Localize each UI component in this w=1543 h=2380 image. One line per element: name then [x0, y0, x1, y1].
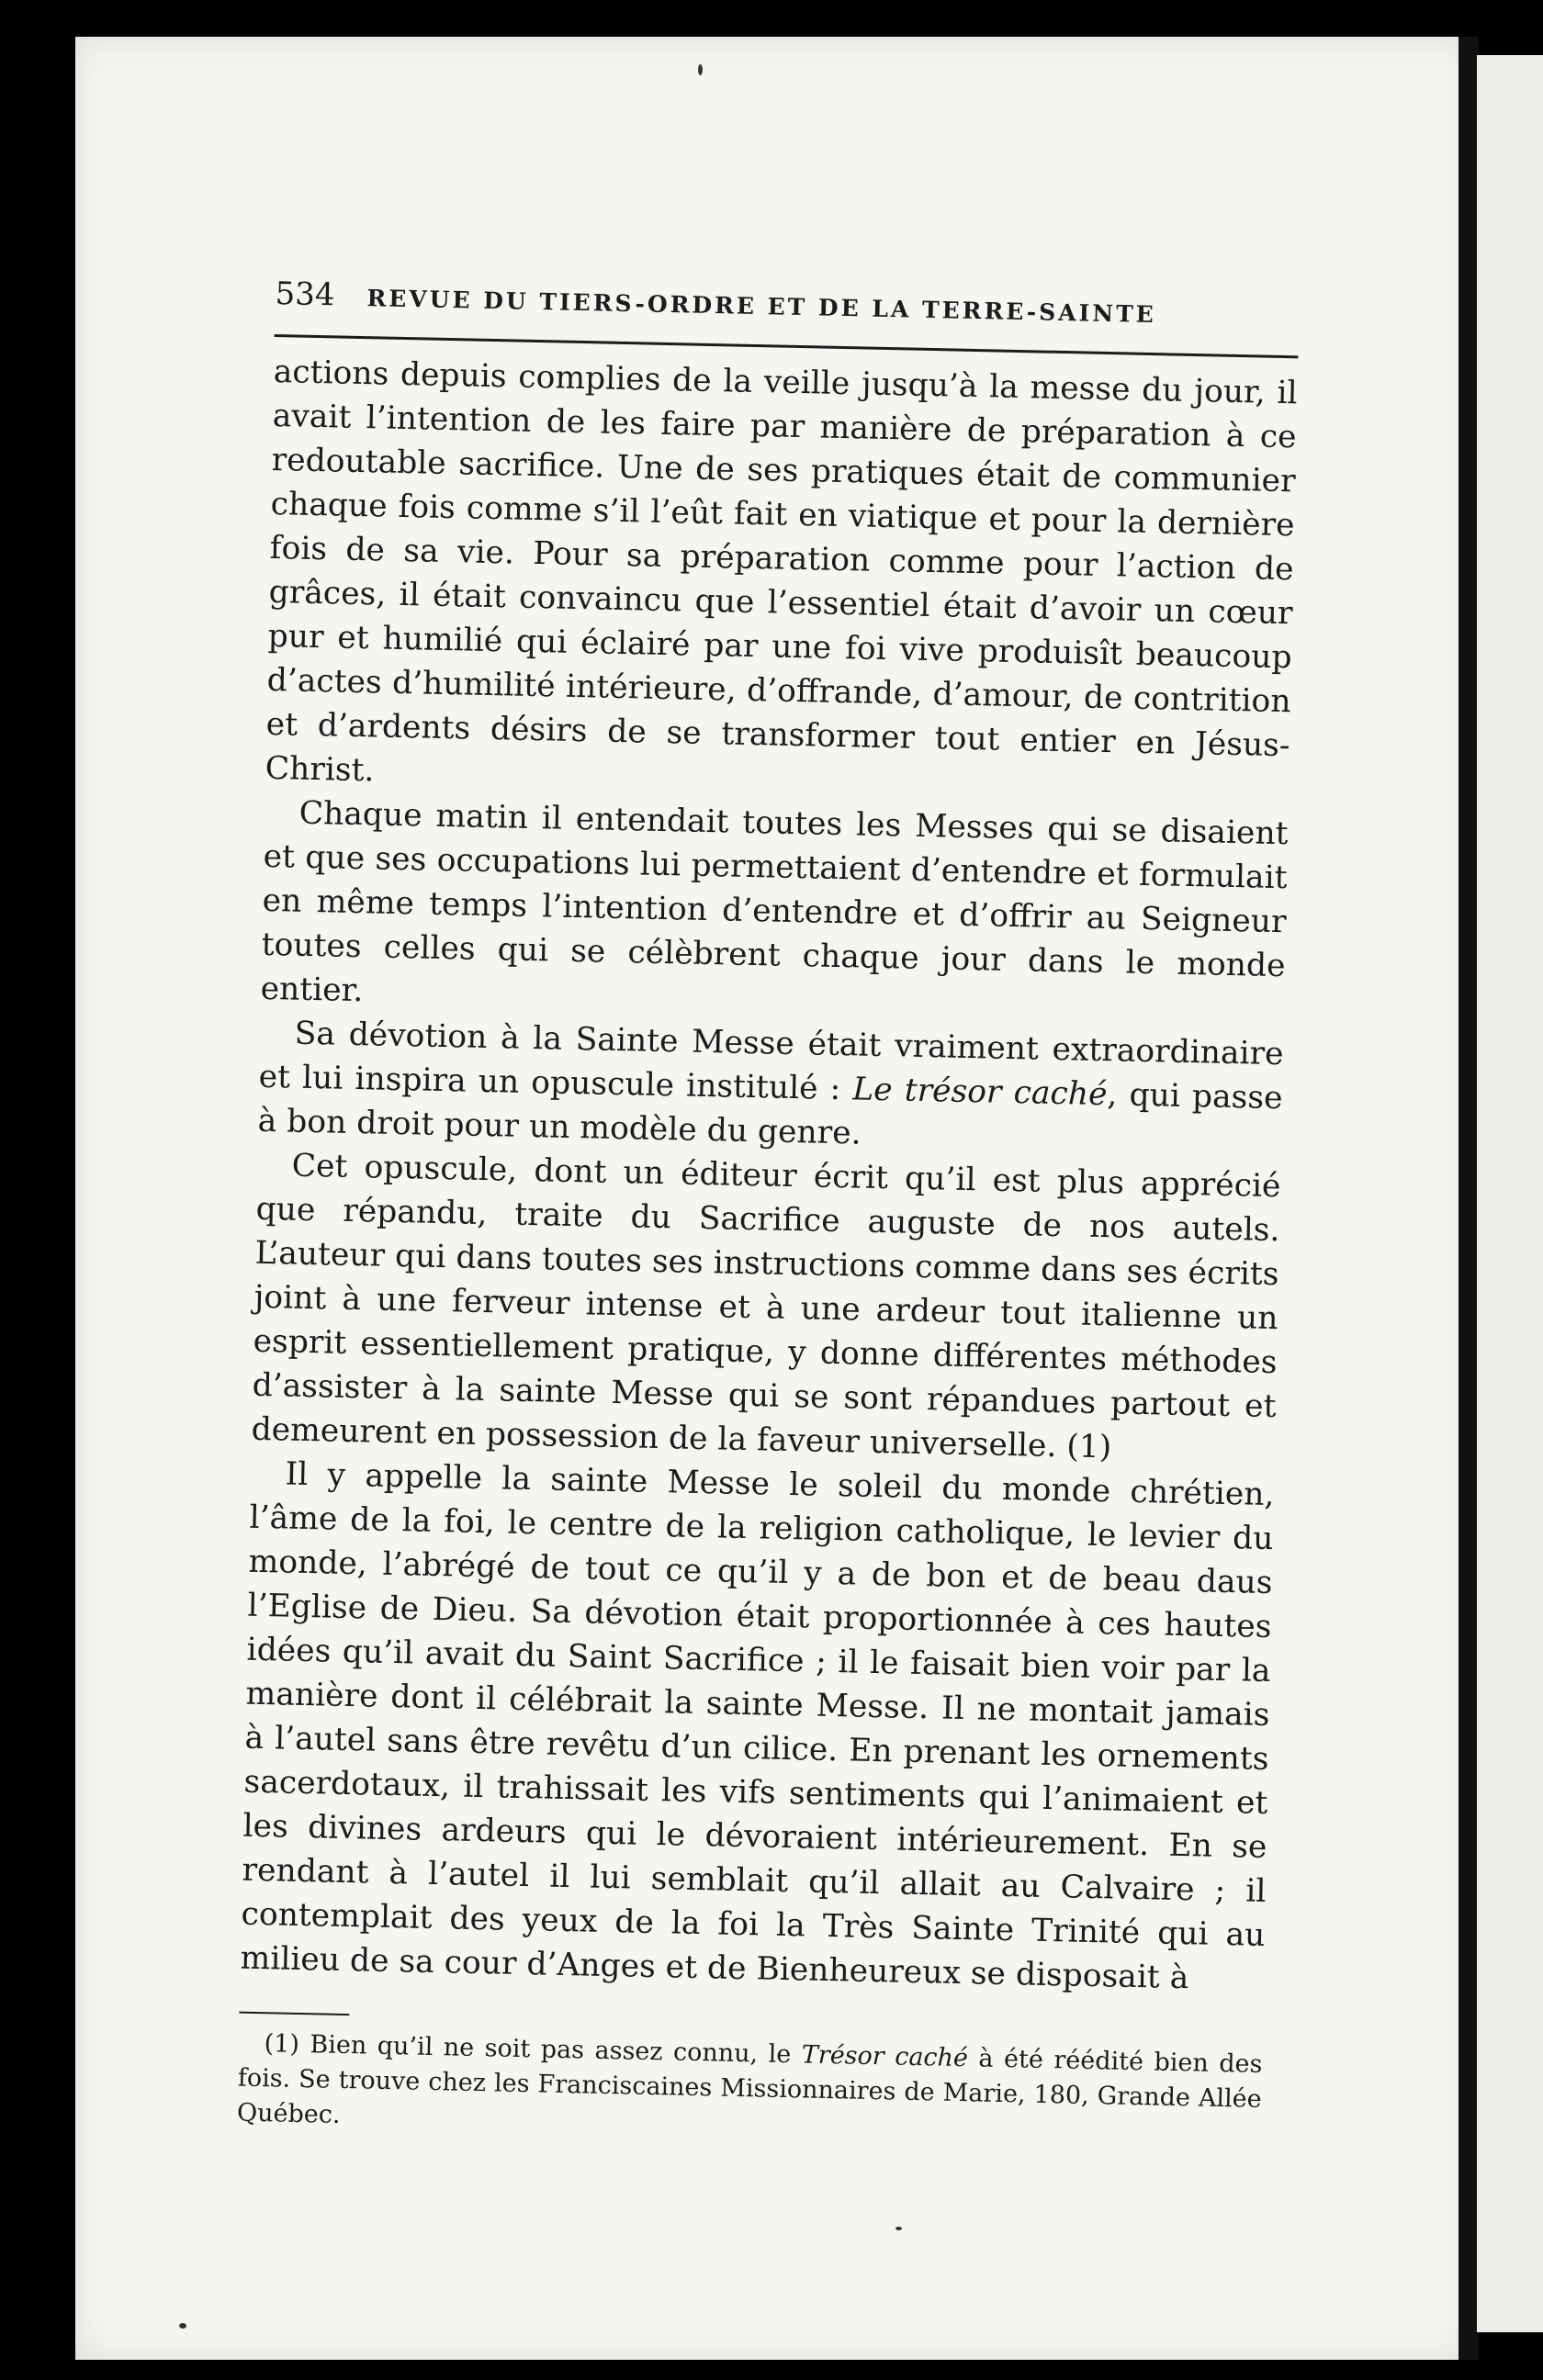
book-title: Le trésor caché — [851, 1071, 1108, 1114]
paragraph-text: , qui passe à bon droit pour un modèle du genre. — [257, 1076, 1283, 1152]
paragraph: Cet opuscule, dont un éditeur écrit qu’il est plus apprécié que répandu, traite du Sacrifice auguste de nos autels. L’auteur qui dans toutes ses instructions comme dans ses écrits joint à une ferveur intense et à une ardeur tout italienne un esprit essentiellement pratique, y donne différentes méthodes d’assister à la sainte Messe qui se sont répandues partout et demeurent en possession de la faveur universelle. (1) — [251, 1147, 1281, 1466]
paragraph: actions depuis complies de la veille jusqu’à la messe du jour, il avait l’intention de les faire par manière de préparation à ce redoutable sacrifice. Une de ses pratiques était de communier chaque fois comme s’il l’eût fait en viatique et pour la dernière fois de sa vie. Pour sa préparation comme pour l’action de grâces, il était convaincu que l’essentiel était d’avoir un cœur pur et humilié qui éclairé par une foi vive produisît beaucoup d’actes d’humilité intérieure, d’offrande, d’amour, de contrition et d’ardents désirs de se transformer tout entier en Jésus-Christ. — [265, 353, 1298, 790]
footnote — [237, 2026, 1263, 2152]
paragraph-text: Sa dévotion à la Sainte Messe était vraiment extraordinaire et lui inspira un opuscule institulé : — [258, 1015, 1284, 1108]
footnote-text-part: à été réédité bien des fois. Se trouve chez les Franciscaines Missionnaires de Marie, 180, Grande Allée Québec. — [236, 2044, 1263, 2129]
paragraph: Il y appelle la sainte Messe le soleil du monde chrétien, l’âme de la foi, le centre de la religion catholique, le levier du monde, l’abrégé de tout ce qu’il y a de bon et de beau daus l’Eglise de Dieu. Sa dévotion était proportionnée à ces hautes idées qu’il avait du Saint Sacrifice ; il le faisait bien voir par la manière dont il célébrait la sainte Messe. Il ne montait jamais à l’autel sans être revêtu d’un cilice. En prenant les ornements sacerdotaux, il trahissait les vifs sentiments qui l’animaient et les divines ardeurs qui le dévoraient intérieurement. En se rendant à l’autel il lui semblait qu’il allait au Calvaire ; il contemplait des yeux de la foi la Très Sainte Trinité qui au milieu de sa cour d’Anges et de Bienheureux se disposait à — [240, 1455, 1275, 1997]
body-text — [240, 350, 1298, 2002]
page-number: 534 — [275, 275, 335, 314]
scan-speck — [895, 2227, 902, 2230]
page-content — [237, 275, 1300, 2152]
footnote-rule — [239, 2012, 349, 2016]
scan-speck — [179, 2323, 186, 2329]
footnote-text-part: (1) Bien qu’il ne soit pas assez connu, le — [264, 2029, 803, 2070]
running-title: REVUE DU TIERS-ORDRE ET DE LA TERRE-SAINTE — [366, 285, 1157, 329]
paragraph: Chaque matin il entendait toutes les Messes qui se disaient et que ses occupations lui permettaient d’entendre et formulait en même temps l’intention d’entendre et d’offrir au Seigneur toutes celles qui se célèbrent chaque jour dans le monde entier. — [260, 794, 1289, 1010]
scan-speck — [698, 64, 703, 75]
footnote-text — [237, 2026, 1263, 2152]
page-gutter — [1459, 37, 1479, 2360]
footnote-book-title: Trésor caché — [801, 2040, 969, 2073]
facing-page-edge — [1477, 55, 1543, 2332]
paragraph — [257, 1011, 1284, 1164]
